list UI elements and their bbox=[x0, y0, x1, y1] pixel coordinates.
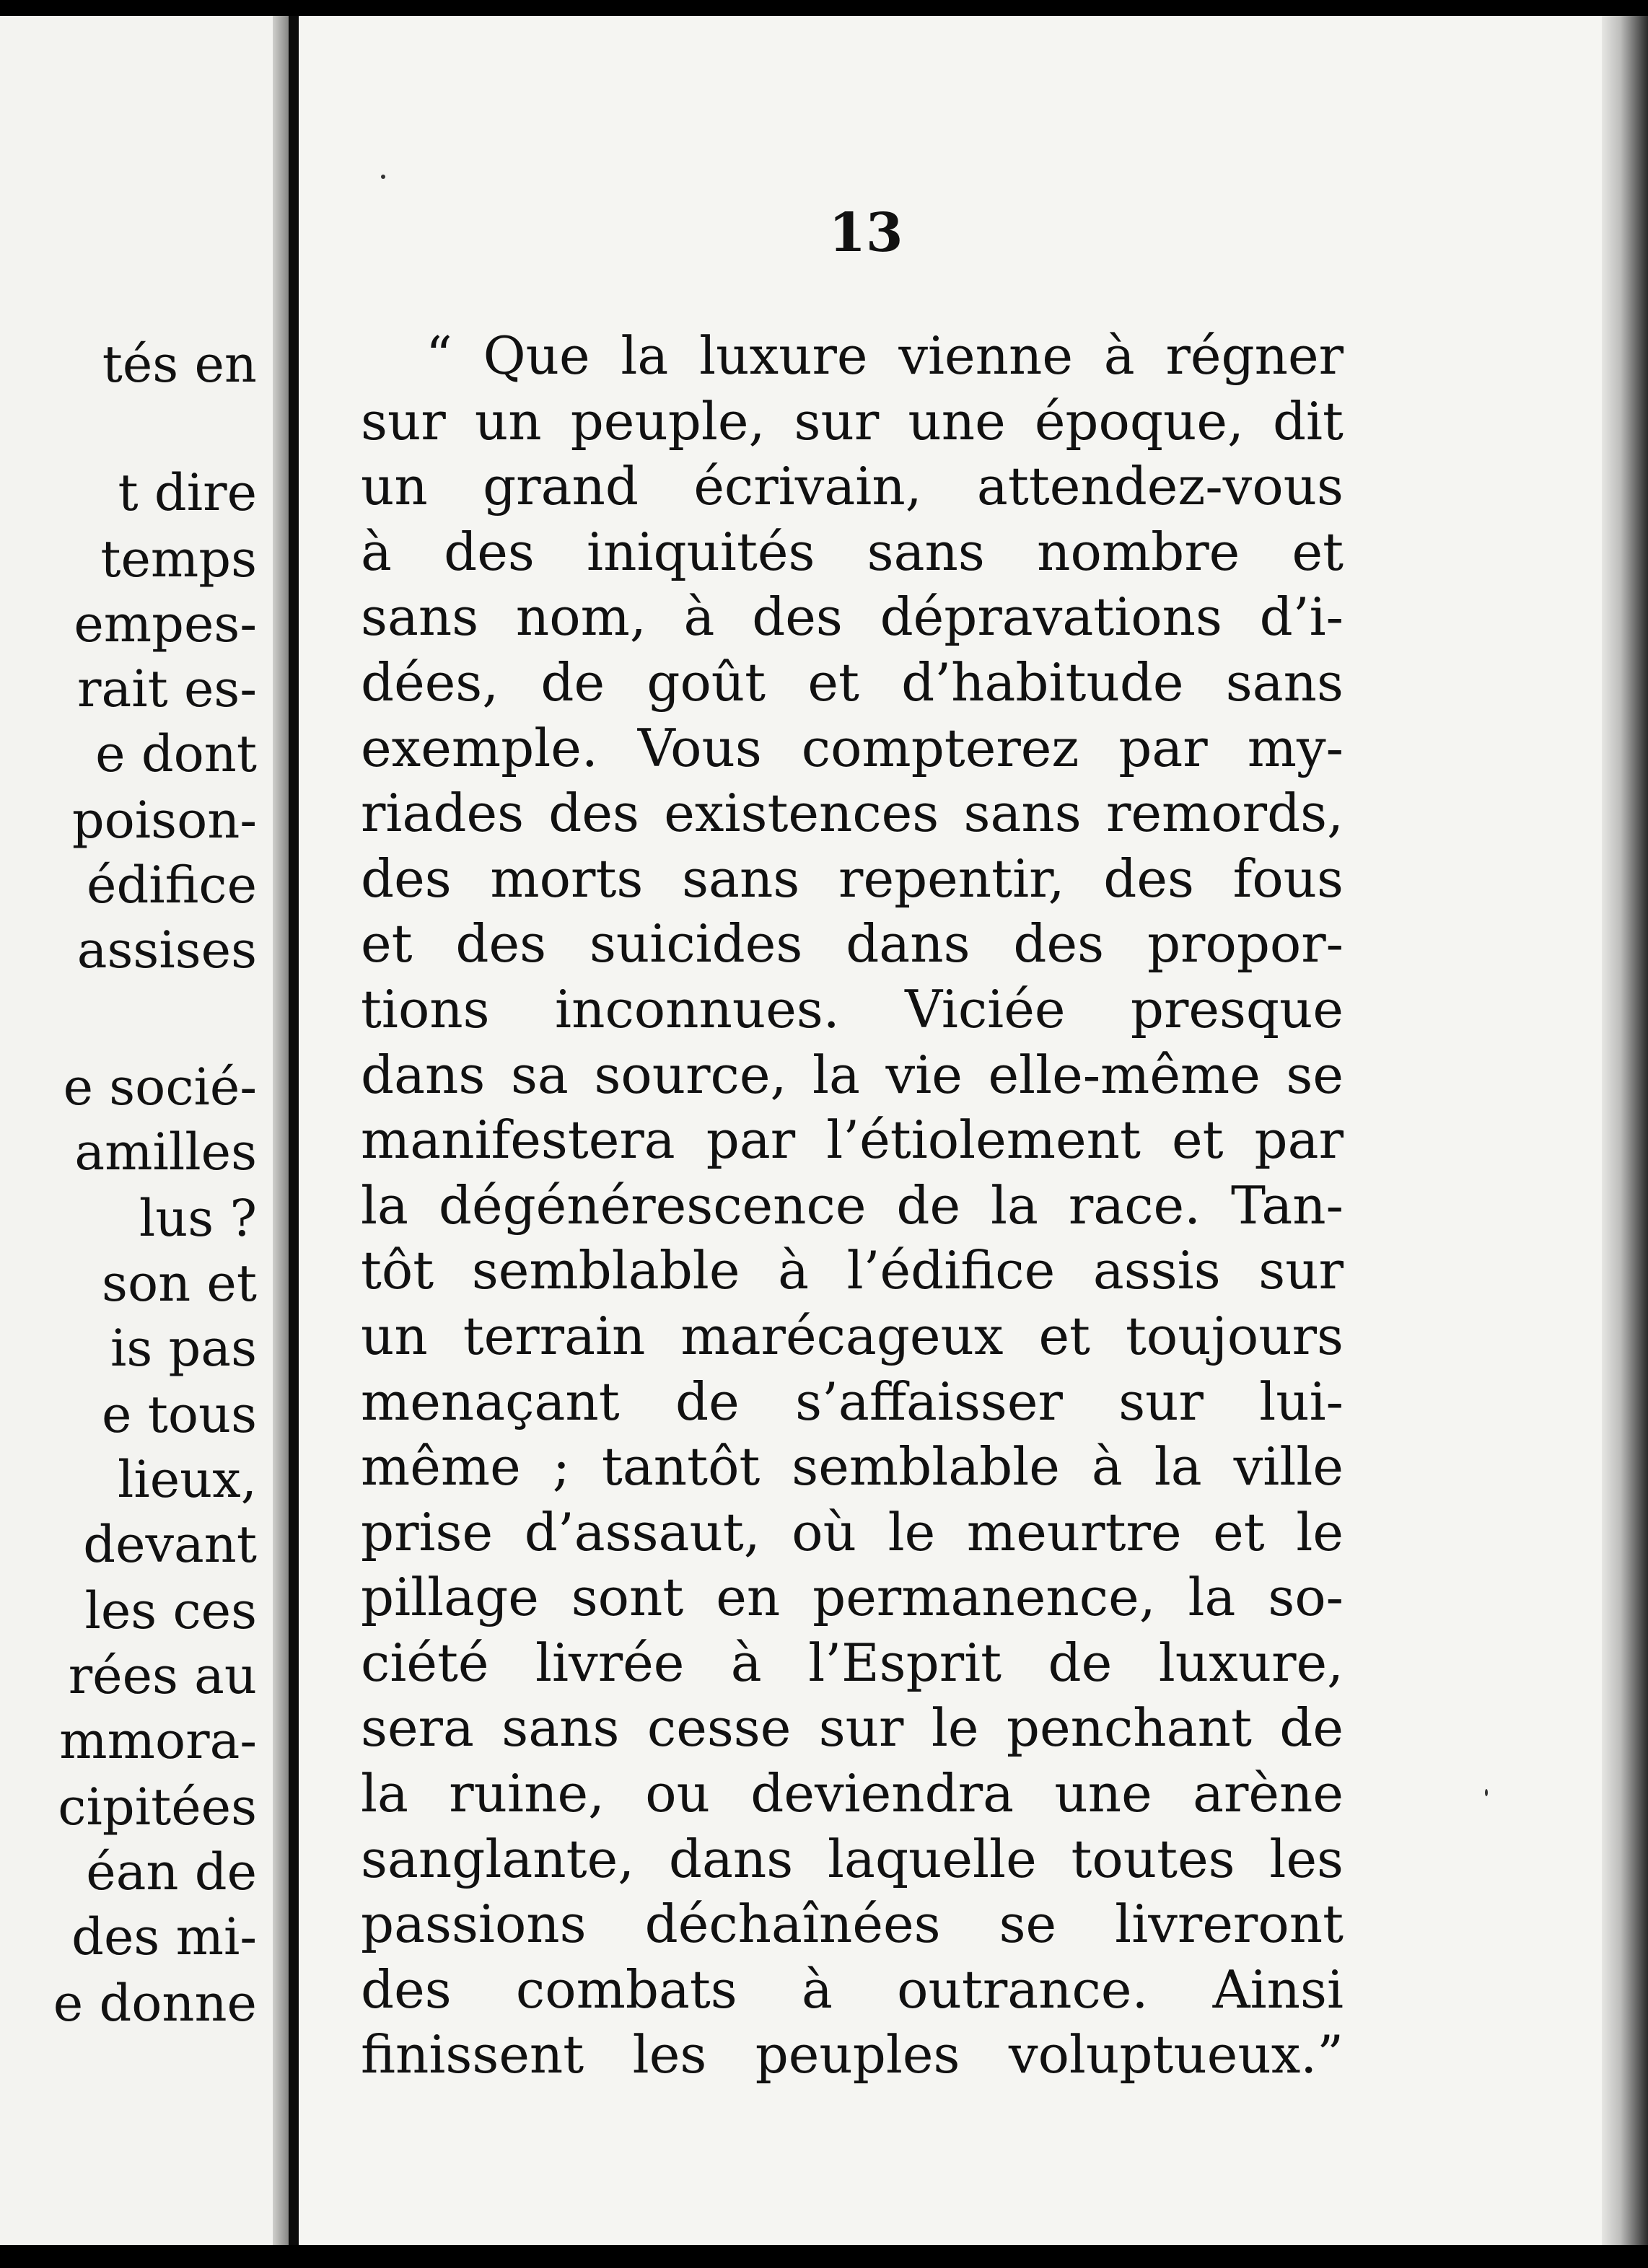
left-line: rées au bbox=[68, 1646, 257, 1705]
text-line: tions inconnues. Viciée presque bbox=[361, 978, 1344, 1040]
left-line: les ces bbox=[84, 1581, 257, 1640]
book-gutter bbox=[289, 16, 299, 2245]
left-line: e tous bbox=[102, 1385, 257, 1444]
text-line: menaçant de s’affaisser sur lui- bbox=[361, 1371, 1344, 1432]
text-line: “ Que la luxure vienne à régner bbox=[426, 325, 1344, 386]
text-line: prise d’assaut, où le meurtre et le bbox=[361, 1501, 1344, 1562]
left-line: t dire bbox=[118, 463, 257, 522]
scan-speck bbox=[1485, 1789, 1488, 1796]
left-line: des mi- bbox=[71, 1907, 257, 1966]
left-line: devant bbox=[83, 1515, 257, 1574]
scan-top-border bbox=[0, 0, 1648, 16]
text-line: même ; tantôt semblable à la ville bbox=[361, 1436, 1344, 1498]
page-number: 13 bbox=[828, 202, 903, 264]
text-line: manifestera par l’étiolement et par bbox=[361, 1109, 1344, 1171]
left-line: e socié- bbox=[63, 1058, 257, 1117]
text-line: un terrain marécageux et toujours bbox=[361, 1305, 1344, 1366]
text-line: la ruine, ou deviendra une arène bbox=[361, 1763, 1344, 1824]
text-line: un grand écrivain, attendez-vous bbox=[361, 456, 1344, 517]
left-line: mmora- bbox=[59, 1711, 257, 1770]
text-line: tôt semblable à l’édifice assis sur bbox=[361, 1240, 1344, 1301]
left-line: poison- bbox=[71, 791, 257, 850]
text-line: passions déchaînées se livreront bbox=[361, 1894, 1344, 1955]
text-line: pillage sont en permanence, la so- bbox=[361, 1567, 1344, 1628]
text-line: à des iniquités sans nombre et bbox=[361, 521, 1344, 582]
left-line: tés en bbox=[102, 335, 257, 394]
text-line: dans sa source, la vie elle-même se bbox=[361, 1044, 1344, 1105]
left-line: is pas bbox=[110, 1319, 257, 1378]
left-line: édifice bbox=[87, 856, 257, 915]
left-line: son et bbox=[102, 1254, 257, 1313]
scan-bottom-border bbox=[0, 2245, 1648, 2268]
left-line: lieux, bbox=[117, 1450, 257, 1509]
text-line: des combats à outrance. Ainsi bbox=[361, 1959, 1344, 2020]
left-line: e dont bbox=[95, 724, 257, 783]
text-line: exemple. Vous compterez par my- bbox=[361, 717, 1344, 778]
left-line: amilles bbox=[74, 1122, 257, 1182]
left-page-fragment bbox=[0, 16, 273, 2245]
text-line: sur un peuple, sur une époque, dit bbox=[361, 390, 1344, 452]
text-line: la dégénérescence de la race. Tan- bbox=[361, 1174, 1344, 1236]
right-page-edge-shadow bbox=[1602, 16, 1648, 2245]
text-line: finissent les peuples voluptueux.” bbox=[361, 2024, 1344, 2085]
left-line: empes- bbox=[74, 594, 257, 654]
text-line: sanglante, dans laquelle toutes les bbox=[361, 1828, 1344, 1889]
text-line: riades des existences sans remords, bbox=[361, 783, 1344, 844]
left-line: rait es- bbox=[77, 659, 257, 718]
text-line: sans nom, à des dépravations d’i- bbox=[361, 586, 1344, 648]
left-line: assises bbox=[76, 920, 257, 980]
text-line: dées, de goût et d’habitude sans bbox=[361, 651, 1344, 713]
left-line: temps bbox=[100, 529, 257, 589]
scan-speck bbox=[381, 175, 385, 179]
quotation-paragraph bbox=[361, 323, 1344, 2088]
text-line: des morts sans repentir, des fous bbox=[361, 848, 1344, 909]
left-line: cipitées bbox=[58, 1777, 257, 1837]
left-line: lus ? bbox=[139, 1189, 257, 1248]
text-line: et des suicides dans des propor- bbox=[361, 913, 1344, 975]
text-line: ciété livrée à l’Esprit de luxure, bbox=[361, 1632, 1344, 1693]
left-line: e donne bbox=[53, 1974, 257, 2033]
text-line: sera sans cesse sur le penchant de bbox=[361, 1697, 1344, 1759]
left-line: éan de bbox=[86, 1842, 257, 1902]
